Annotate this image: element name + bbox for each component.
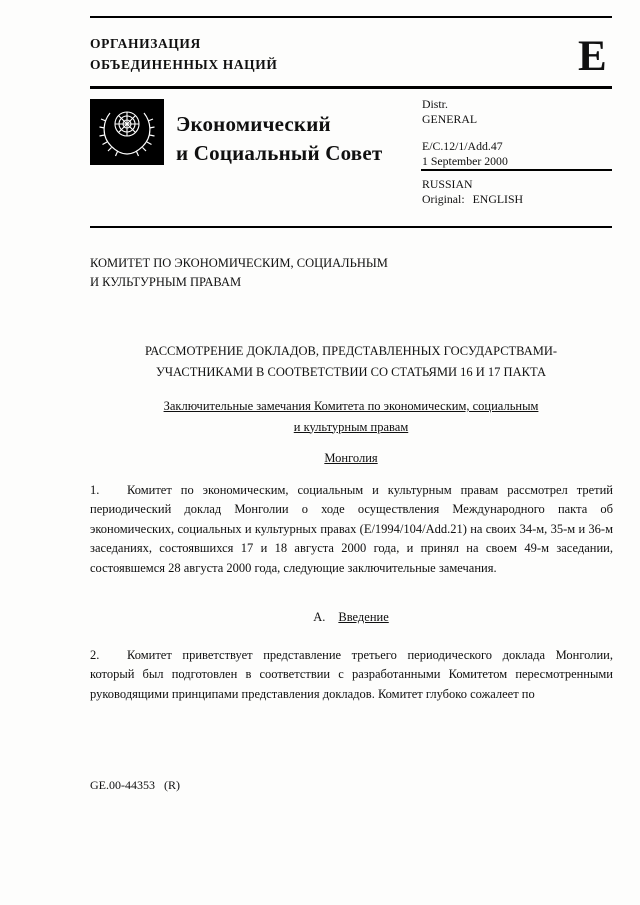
org-name xyxy=(90,33,277,75)
doc-date: 1 September 2000 xyxy=(422,153,508,168)
subtitle-line1: Заключительные замечания Комитета по экономическим, социальным xyxy=(163,399,539,413)
council-name-line1: Экономический xyxy=(176,112,331,136)
committee-heading xyxy=(90,254,388,292)
distribution-info xyxy=(422,97,508,168)
council-name xyxy=(176,110,382,168)
original-label: Original: xyxy=(422,191,465,206)
doc-original xyxy=(422,192,523,207)
un-emblem-icon xyxy=(90,99,164,165)
footer-reference: GE.00-44353 (R) xyxy=(90,778,180,792)
paragraph-1-text: Комитет по экономическим, социальным и культурным правам рассмотрел третий периодический доклад Монголии о ходе осуществления Международного пакта об экономических, социальных и культурных правах (E/1994/104/Add.21) на своих 34-м, 35-м и 36-м заседаниях, состоявшихся 17 и 18 августа 2000 года, и принял на своем 49-м заседании, состоявшемся 28 августа 2000 года, следующие заключительные замечания. xyxy=(90,483,613,575)
org-name-line2: ОБЪЕДИНЕННЫХ НАЦИЙ xyxy=(90,57,278,72)
committee-heading-line2: И КУЛЬТУРНЫМ ПРАВАМ xyxy=(90,275,242,289)
doc-language: RUSSIAN xyxy=(422,177,473,191)
section-a-title: Введение xyxy=(338,610,389,624)
section-a-letter: A. xyxy=(313,610,326,624)
un-emblem xyxy=(90,99,164,165)
subtitle-line2: и культурным правам xyxy=(293,419,409,434)
header-bottom-divider xyxy=(90,226,612,228)
paragraph-1-number: 1. xyxy=(90,483,100,497)
report-title-line1: РАССМОТРЕНИЕ ДОКЛАДОВ, ПРЕДСТАВЛЕННЫХ ГОСУДАРСТВАМИ- xyxy=(144,344,558,358)
distr-label: Distr. xyxy=(422,97,448,111)
paragraph-2-number: 2. xyxy=(90,648,100,662)
distribution-divider xyxy=(421,169,612,171)
report-title-line2: УЧАСТНИКАМИ В СООТВЕТСТВИИ СО СТАТЬЯМИ 16 И 17 ПАКТА xyxy=(156,364,546,379)
paragraph-1 xyxy=(90,481,613,578)
document-series-letter: E xyxy=(578,33,607,80)
org-name-line1: ОРГАНИЗАЦИЯ xyxy=(90,36,201,51)
doc-symbol: E/C.12/1/Add.47 xyxy=(422,139,503,153)
masthead-divider xyxy=(90,86,612,89)
paragraph-2 xyxy=(90,646,613,704)
committee-heading-line1: КОМИТЕТ ПО ЭКОНОМИЧЕСКИМ, СОЦИАЛЬНЫМ xyxy=(90,256,388,270)
original-value: ENGLISH xyxy=(472,191,524,206)
concluding-observations-subtitle xyxy=(90,396,612,437)
country-name: Монголия xyxy=(324,451,378,465)
language-info xyxy=(422,177,523,206)
top-rule xyxy=(90,16,612,18)
report-title xyxy=(90,341,612,382)
paragraph-2-text: Комитет приветствует представление третьего периодического доклада Монголии, который был подготовлен в соответствии с разработанными Комитетом пересмотренными руководящими принципами представления докладов. Комитет глубоко сожалеет по xyxy=(90,648,613,701)
section-a-heading xyxy=(90,610,612,625)
distr-value: GENERAL xyxy=(422,111,478,126)
council-name-line2: и Социальный Совет xyxy=(176,141,383,165)
country-heading xyxy=(90,451,612,466)
